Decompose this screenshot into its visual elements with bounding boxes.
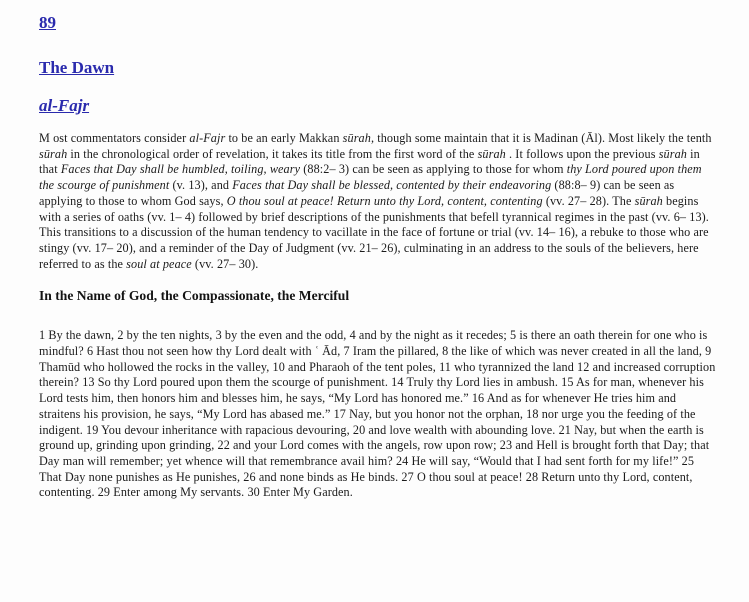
surah-introduction-paragraph: M ost commentators consider al-Fajr to be an early Makkan sūrah, though some maintain that it is Madinan (Āl). Most likely the tenth sūrah in the chronological order of revelation, it takes its title from the first word of the sūrah . It follows upon the previous sūrah in that Faces that Day shall be humbled, toiling, weary (88:2– 3) can be seen as applying to those for whom thy Lord poured upon them the scourge of punishment (v. 13), and Faces that Day shall be blessed, contented by their endeavoring (88:8– 9) can be seen as applying to those to whom God says, O thou soul at peace! Return unto thy Lord, content, contenting (vv. 27– 28). The sūrah begins with a series of oaths (vv. 1– 4) followed by brief descriptions of the punishments that befell tyrannical regimes in the past (vv. 6– 13). This transitions to a discussion of the human tendency to vacillate in the face of fortune or trial (vv. 14– 16), a rebuke to those who are stingy (vv. 17– 20), and a reminder of the Day of Judgment (vv. 21– 26), culminating in an address to the souls of the believers, here referred to as the soul at peace (vv. 27– 30). [39,131,712,271]
verses-paragraph: 1 By the dawn, 2 by the ten nights, 3 by the even and the odd, 4 and by the night as it recedes; 5 is there an oath therein for one who is mindful? 6 Hast thou not seen how thy Lord dealt with ʿ Ād, 7 Iram the pillared, 8 the like of which was never created in all the land, 9 Thamūd who hollowed the rocks in the valley, 10 and Pharaoh of the tent poles, 11 who tyrannized the land 12 and increased corruption therein? 13 So thy Lord poured upon them the scourge of punishment. 14 Truly thy Lord lies in ambush. 15 As for man, whenever his Lord tests him, then honors him and blesses him, he says, “My Lord has honored me.” 16 And as for whenever He tries him and straitens his provision, he says, “My Lord has abased me.” 17 Nay, but you honor not the orphan, 18 nor urge you the feeding of the indigent. 19 You devour inheritance with rapacious devouring, 20 and love wealth with abounding love. 21 Nay, but when the earth is ground up, grinding upon grinding, 22 and your Lord comes with the angels, row upon row; 23 and Hell is brought forth that Day; that Day man will remember; yet whence will that remembrance avail him? 24 He will say, “Would that I had sent forth for my life!” 25 That Day none punishes as He punishes, 26 and none binds as He binds. 27 O thou soul at peace! 28 Return unto thy Lord, content, contenting. 29 Enter among My servants. 30 Enter My Garden. [39,328,716,500]
surah-title-english-heading-link[interactable]: The Dawn [39,58,115,77]
bismillah-heading: In the Name of God, the Compassionate, the Merciful [39,288,350,304]
surah-number-heading-link[interactable]: 89 [39,13,56,32]
surah-title-transliteration-heading-link[interactable]: al-Fajr [39,96,90,115]
